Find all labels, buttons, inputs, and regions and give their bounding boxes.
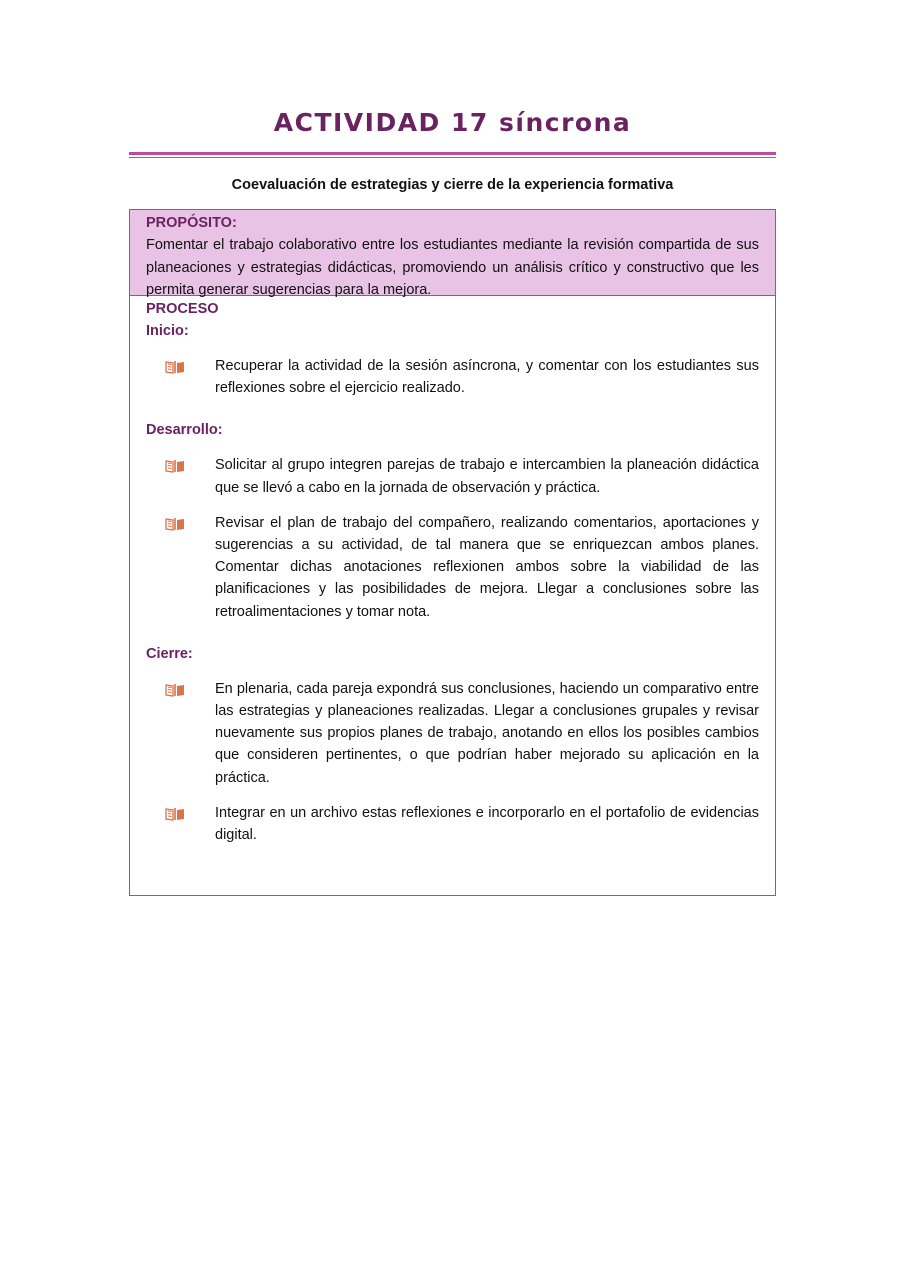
list-item [146, 454, 759, 498]
purpose-label: PROPÓSITO: [146, 215, 237, 231]
list-item [146, 355, 759, 399]
book-bullet-icon [165, 459, 215, 473]
title-divider-thin [129, 157, 776, 158]
book-bullet-icon [165, 517, 215, 531]
purpose-section [130, 210, 775, 296]
list-item [146, 802, 759, 846]
activity-subtitle: Coevaluación de estrategias y cierre de la experiencia formativa [231, 177, 674, 193]
page-title: ACTIVIDAD 17 síncrona [273, 108, 632, 137]
list-item-text: Revisar el plan de trabajo del compañero, realizando comentarios, aportaciones y sugerencias a su actividad, de tal manera que se enriquezcan ambos planes. Comentar dichas anotaciones reflexionen ambos sobre la viabilidad de las planificaciones y las posibilidades de mejora. Llegar a conclusiones sobre las retroalimentaciones y tomar nota. [215, 514, 759, 620]
list-item [146, 512, 759, 623]
phase-label-desarrollo: Desarrollo: [146, 422, 223, 439]
book-bullet-icon [165, 807, 215, 821]
list-item-text: En plenaria, cada pareja expondrá sus conclusiones, haciendo un comparativo entre las estrategias y planeaciones realizadas. Llegar a conclusiones grupales y revisar nuevamente sus propios planes de trabajo, anotando en ellos los posibles cambios que consideren pertinentes, o que podrían haber mejorado su aplicación en la práctica. [215, 680, 759, 786]
book-bullet-icon [165, 360, 215, 374]
list-item [146, 678, 759, 789]
process-section [130, 296, 775, 846]
list-item-text: Recuperar la actividad de la sesión asíncrona, y comentar con los estudiantes sus reflexiones sobre el ejercicio realizado. [215, 358, 759, 397]
list-item-text: Solicitar al grupo integren parejas de trabajo e intercambien la planeación didáctica que se llevó a cabo en la jornada de observación y práctica. [215, 457, 759, 496]
book-bullet-icon [165, 683, 215, 697]
purpose-text: Fomentar el trabajo colaborativo entre los estudiantes mediante la revisión compartida de sus planeaciones y estrategias didácticas, promoviendo un análisis crítico y constructivo que les permita generar sugerencias para la mejora. [146, 237, 759, 298]
process-label: PROCESO [146, 301, 219, 317]
phase-label-inicio: Inicio: [146, 323, 189, 339]
title-divider [129, 152, 776, 155]
list-item-text: Integrar en un archivo estas reflexiones e incorporarlo en el portafolio de evidencias digital. [215, 804, 759, 844]
activity-table [129, 209, 776, 896]
phase-label-cierre: Cierre: [146, 645, 193, 662]
